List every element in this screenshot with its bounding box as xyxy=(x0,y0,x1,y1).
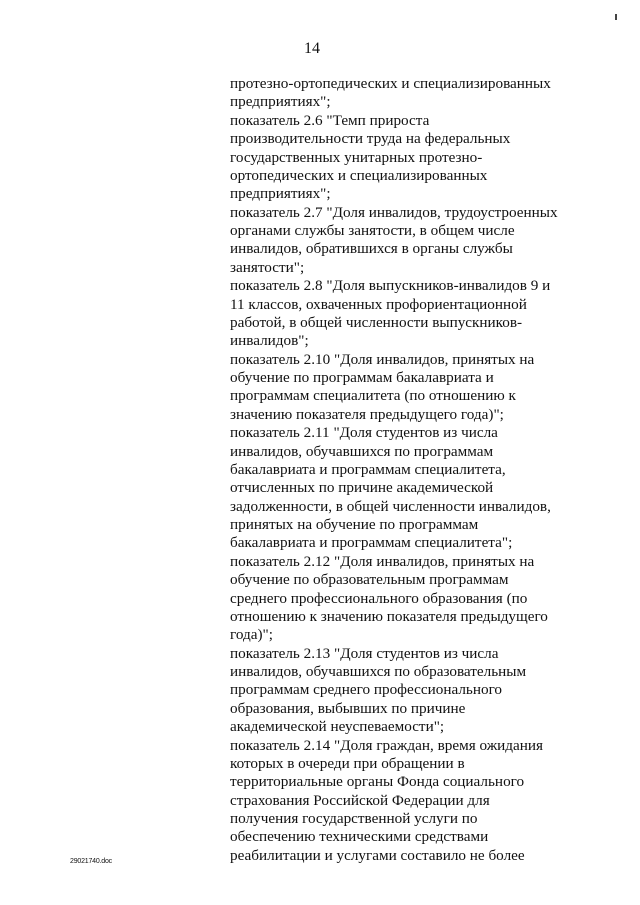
text-line: академической неуспеваемости"; xyxy=(230,718,445,736)
text-line: показатель 2.11 "Доля студентов из числа xyxy=(230,424,498,442)
page-number: 14 xyxy=(304,40,320,57)
text-line: отношению к значению показателя предыдущего xyxy=(230,607,548,625)
text-line: 11 классов, охваченных профориентационной xyxy=(230,295,527,313)
text-line: обучение по программам бакалавриата и xyxy=(230,369,494,386)
text-line: предприятиях"; xyxy=(230,93,331,111)
text-line: ортопедических и специализированных xyxy=(230,166,488,184)
text-line: показатель 2.10 "Доля инвалидов, принятых на xyxy=(230,350,535,368)
text-line: показатель 2.13 "Доля студентов из числа xyxy=(230,644,499,662)
text-line: программам специалитета (по отношению к xyxy=(230,387,516,405)
text-line: показатель 2.14 "Доля граждан, время ожидания xyxy=(230,736,544,754)
text-line: среднего профессионального образования (по xyxy=(230,589,528,607)
text-line: показатель 2.8 "Доля выпускников-инвалидов 9 и xyxy=(230,277,551,295)
text-line: получения государственной услуги по xyxy=(230,810,478,827)
text-line: реабилитации и услугами составило не более xyxy=(230,846,525,864)
scan-mark xyxy=(615,14,617,20)
document-body xyxy=(230,75,610,865)
text-line: показатель 2.7 "Доля инвалидов, трудоустроенных xyxy=(230,203,558,221)
text-line: обеспечению техническими средствами xyxy=(230,828,489,846)
text-line: занятости"; xyxy=(230,258,305,276)
text-line: инвалидов, обучавшихся по программам xyxy=(230,442,494,460)
text-line: страхования Российской Федерации для xyxy=(230,791,490,809)
text-line: образования, выбывших по причине xyxy=(230,699,466,717)
text-line: производительности труда на федеральных xyxy=(230,130,511,148)
text-line: предприятиях"; xyxy=(230,185,331,203)
text-line: программам среднего профессионального xyxy=(230,681,503,699)
text-line: обучение по образовательным программам xyxy=(230,571,509,589)
text-line: бакалавриата и программам специалитета"; xyxy=(230,534,513,552)
text-line: работой, в общей численности выпускников- xyxy=(230,313,523,331)
text-line: органами службы занятости, в общем числе xyxy=(230,222,515,239)
text-line: значению показателя предыдущего года)"; xyxy=(230,405,504,423)
text-line: территориальные органы Фонда социального xyxy=(230,773,525,791)
text-line: инвалидов, обратившихся в органы службы xyxy=(230,240,513,258)
text-line: года)"; xyxy=(230,626,273,644)
text-line: задолженности, в общей численности инвалидов, xyxy=(230,497,551,515)
text-line: показатель 2.12 "Доля инвалидов, принятых на xyxy=(230,552,535,570)
text-line: показатель 2.6 "Темп прироста xyxy=(230,111,430,129)
text-line: инвалидов"; xyxy=(230,332,309,350)
text-line: государственных унитарных протезно- xyxy=(230,148,483,166)
text-line: протезно-ортопедических и специализированных xyxy=(230,75,551,92)
text-line: которых в очереди при обращении в xyxy=(230,754,465,772)
text-line: принятых на обучение по программам xyxy=(230,516,479,533)
text-line: отчисленных по причине академической xyxy=(230,479,494,497)
footer-filename: 29021740.doc xyxy=(70,858,112,865)
text-line: бакалавриата и программам специалитета, xyxy=(230,460,506,478)
text-line: инвалидов, обучавшихся по образовательным xyxy=(230,663,527,680)
